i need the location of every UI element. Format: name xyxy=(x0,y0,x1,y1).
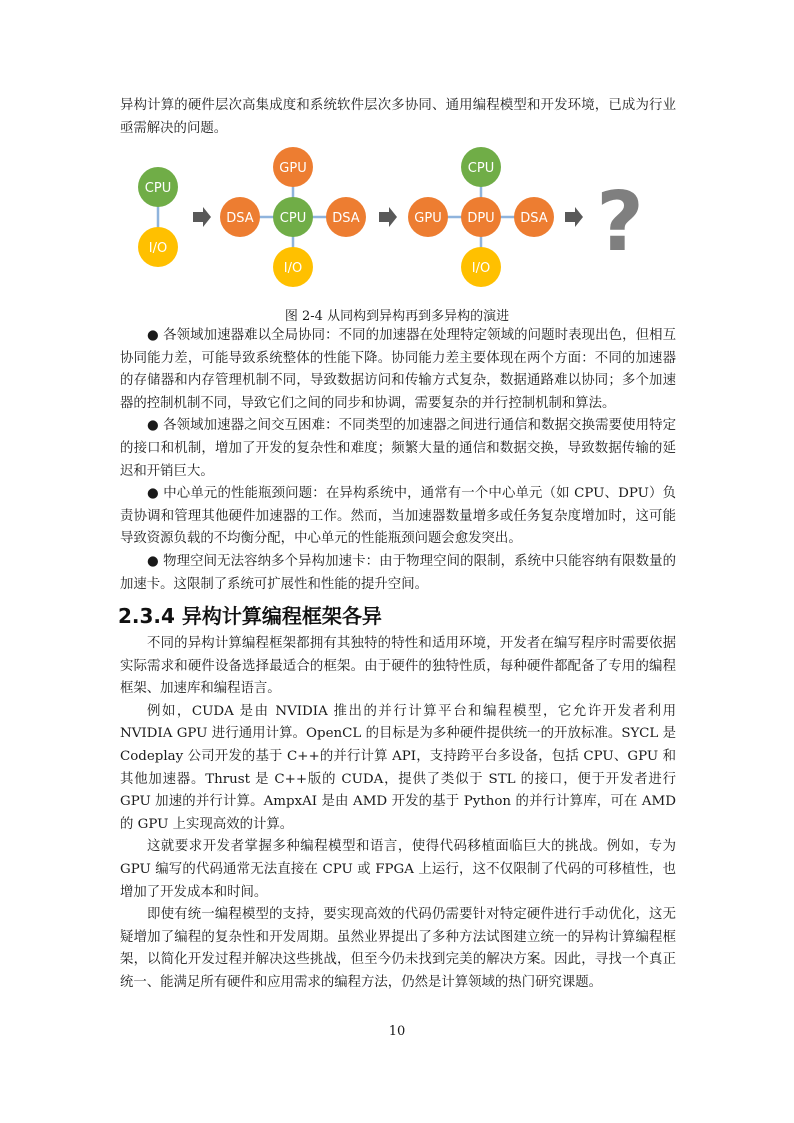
bullet-item: ● 各领域加速器之间交互困难：不同类型的加速器之间进行通信和数据交换需要使用特定的接口和机制，增加了开发的复杂性和难度；频繁大量的通信和数据交换，导致数据传输的延迟和开销巨大。 xyxy=(120,418,676,479)
section-heading: 2.3.4 异构计算编程框架各异 xyxy=(118,604,382,628)
stage1-top-label: CPU xyxy=(144,181,172,196)
intro-paragraph: 异构计算的硬件层次高集成度和系统软件层次多协同、通用编程模型和开发环境，已成为行业亟需解决的问题。 xyxy=(120,98,676,136)
stage3-center-label: DPU xyxy=(467,211,495,226)
bullet-item: ● 中心单元的性能瓶颈问题：在异构系统中，通常有一个中心单元（如 CPU、DPU）负责协调和管理其他硬件加速器的工作。然而，当加速器数量增多或任务复杂度增加时，这可能导致资源负载的不均衡分配，中心单元的性能瓶颈问题会愈发突出。 xyxy=(120,486,676,547)
stage2-top-label: GPU xyxy=(279,161,307,176)
stage3-left-label: GPU xyxy=(414,211,442,226)
stage3-bottom-label: I/O xyxy=(471,261,491,276)
section-body xyxy=(120,633,676,995)
stage-multi-heterogeneous xyxy=(408,147,554,287)
arrow-icon xyxy=(193,207,211,227)
stage3-top-label: CPU xyxy=(467,161,495,176)
bullet-item: ● 物理空间无法容纳多个异构加速卡：由于物理空间的限制，系统中只能容纳有限数量的加速卡。这限制了系统可扩展性和性能的提升空间。 xyxy=(120,553,676,592)
intro-block xyxy=(120,95,676,140)
arrow-icon xyxy=(379,207,397,227)
stage1-bottom-label: I/O xyxy=(148,241,168,256)
bullet-item: ● 各领域加速器难以全局协同：不同的加速器在处理特定领域的问题时表现出色，但相互协同能力差，可能导致系统整体的性能下降。协同能力差主要体现在两个方面：不同的加速器的存储器和内存管理机制不同，导致数据访问和传输方式复杂，数据通路难以协同；多个加速器的控制机制不同，导致它们之间的同步和协调，需要复杂的并行控制机制和算法。 xyxy=(120,328,676,411)
figure-caption: 图 2-4 从同构到异构再到多异构的演进 xyxy=(284,309,510,324)
stage2-right-label: DSA xyxy=(332,211,360,226)
bullet-list xyxy=(120,325,676,596)
page-number: 10 xyxy=(388,1024,406,1039)
body-paragraph: 例如，CUDA 是由 NVIDIA 推出的并行计算平台和编程模型，它允许开发者利用 NVIDIA GPU 进行通用计算。OpenCL 的目标是为多种硬件提供统一的开放标准。SYCL 是 Codeplay 公司开发的基于 C++的并行计算 API，支持跨平台多设备，包括 CPU、GPU 和其他加速器。Thrust 是 C++版的 CUDA，提供了类似于 STL 的接口，便于开发者进行 GPU 加速的并行计算。AmpxAI 是由 AMD 开发的基于 Python 的并行计算库，可在 AMD 的 GPU 上实现高效的计算。 xyxy=(120,703,676,832)
evolution-figure xyxy=(0,140,794,300)
stage2-left-label: DSA xyxy=(226,211,254,226)
arrow-icon xyxy=(565,207,583,227)
body-paragraph: 不同的异构计算编程框架都拥有其独特的特性和适用环境，开发者在编写程序时需要依据实际需求和硬件设备选择最适合的框架。由于硬件的独特性质，每种硬件都配备了专用的编程框架、加速库和编程语言。 xyxy=(120,636,676,697)
body-paragraph: 即使有统一编程模型的支持，要实现高效的代码仍需要针对特定硬件进行手动优化，这无疑增加了编程的复杂性和开发周期。虽然业界提出了多种方法试图建立统一的异构计算编程框架，以简化开发过程并解决这些挑战，但至今仍未找到完美的解决方案。因此，寻找一个真正统一、能满足所有硬件和应用需求的编程方法，仍然是计算领域的热门研究课题。 xyxy=(120,907,676,990)
stage-homogeneous xyxy=(138,167,178,267)
stage-heterogeneous xyxy=(220,147,366,287)
stage3-right-label: DSA xyxy=(520,211,548,226)
body-paragraph: 这就要求开发者掌握多种编程模型和语言，使得代码移植面临巨大的挑战。例如，专为 GPU 编写的代码通常无法直接在 CPU 或 FPGA 上运行，这不仅限制了代码的可移植性，也增加了开发成本和时间。 xyxy=(120,839,676,900)
stage2-center-label: CPU xyxy=(279,211,307,226)
question-mark-icon: ? xyxy=(596,175,644,270)
stage2-bottom-label: I/O xyxy=(283,261,303,276)
